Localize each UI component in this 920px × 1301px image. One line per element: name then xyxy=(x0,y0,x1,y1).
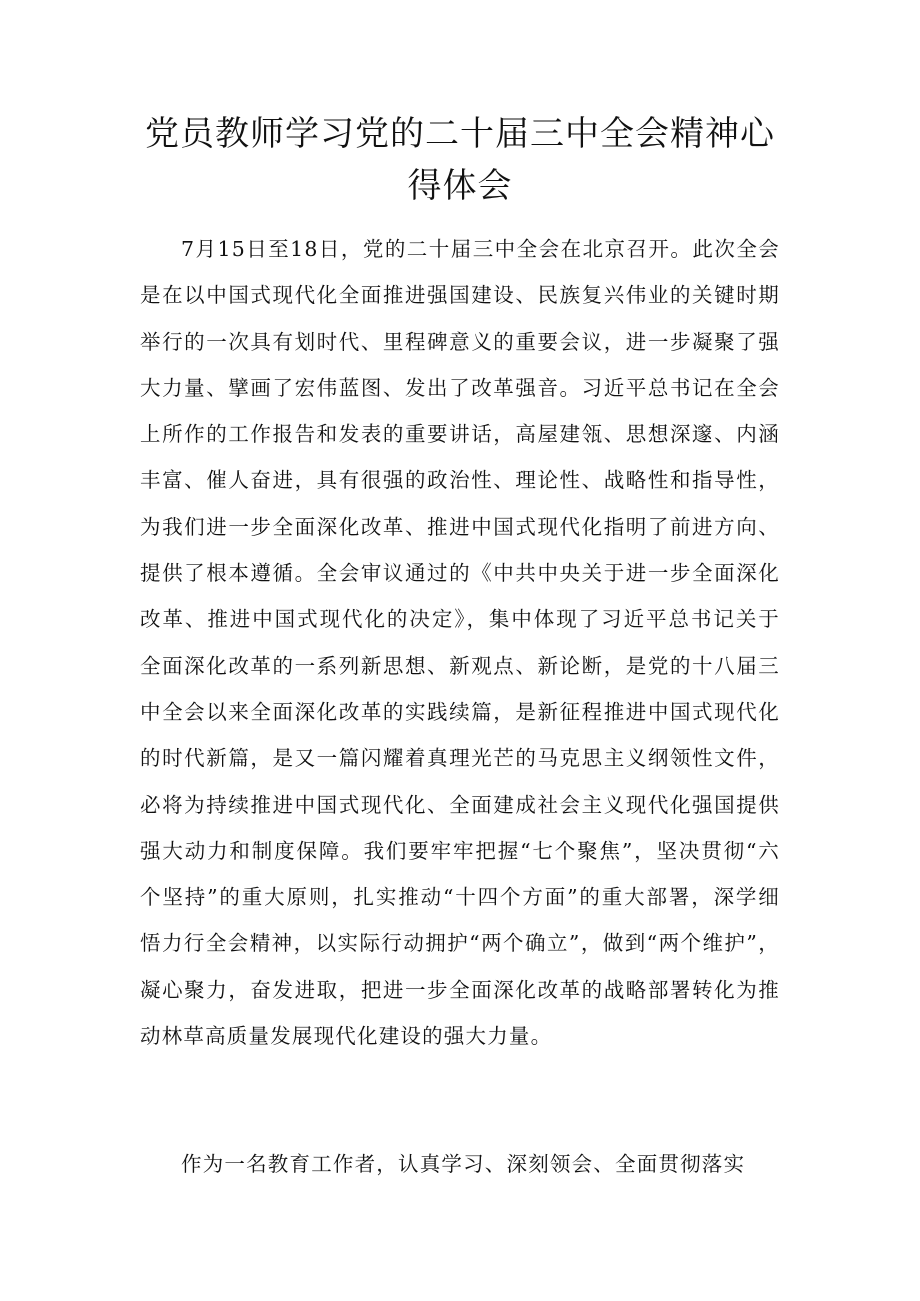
body-paragraph-1: 7月15日至18日，党的二十届三中全会在北京召开。此次全会是在以中国式现代化全面推进强国建设、民族复兴伟业的关键时期举行的一次具有划时代、里程碑意义的重要会议，进一步凝聚了强大力量、擘画了宏伟蓝图、发出了改革强音。习近平总书记在全会上所作的工作报告和发表的重要讲话，高屋建瓴、思想深邃、内涵丰富、催人奋进，具有很强的政治性、理论性、战略性和指导性，为我们进一步全面深化改革、推进中国式现代化指明了前进方向、提供了根本遵循。全会审议通过的《中共中央关于进一步全面深化改革、推进中国式现代化的决定》，集中体现了习近平总书记关于全面深化改革的一系列新思想、新观点、新论断，是党的十八届三中全会以来全面深化改革的实践续篇，是新征程推进中国式现代化的时代新篇，是又一篇闪耀着真理光芒的马克思主义纲领性文件，必将为持续推进中国式现代化、全面建成社会主义现代化强国提供强大动力和制度保障。我们要牢牢把握“七个聚焦”，坚决贯彻“六个坚持”的重大原则，扎实推动“十四个方面”的重大部署，深学细悟力行全会精神，以实际行动拥护“两个确立”，做到“两个维护”，凝心聚力，奋发进取，把进一步全面深化改革的战略部署转化为推动林草高质量发展现代化建设的强大力量。 xyxy=(140,237,780,1049)
body-paragraph-2: 作为一名教育工作者，认真学习、深刻领会、全面贯彻落实 xyxy=(181,1152,746,1176)
document-title: 党员教师学习党的二十届三中全会精神心得体会 xyxy=(145,114,775,206)
